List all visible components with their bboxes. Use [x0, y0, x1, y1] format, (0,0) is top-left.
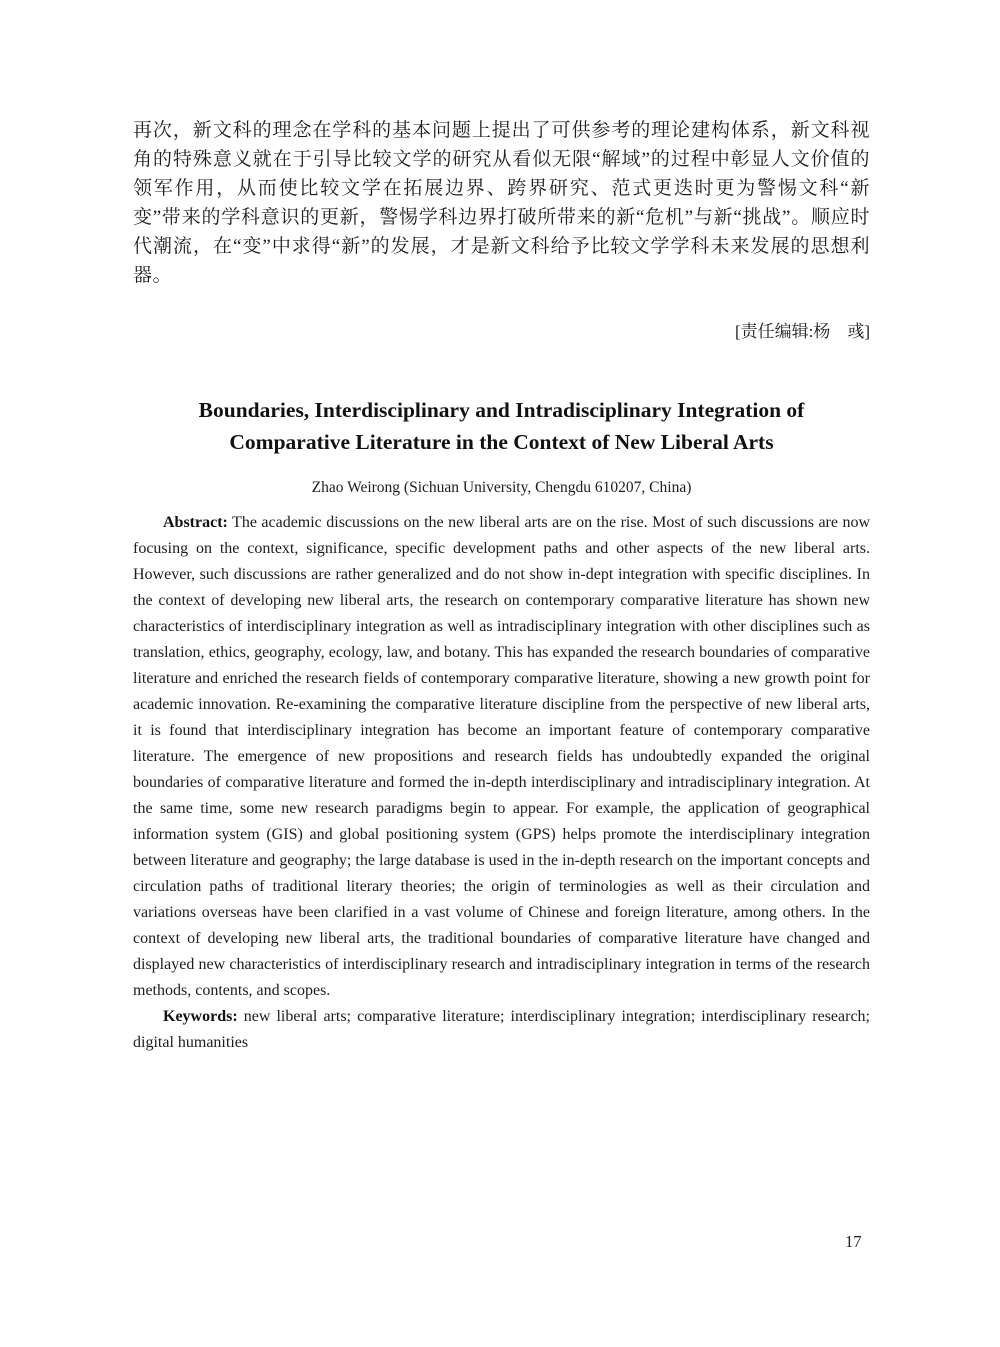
author-affiliation: Zhao Weirong (Sichuan University, Chengdu 610207, China) — [311, 479, 692, 496]
page-content — [133, 116, 870, 1056]
article-title — [133, 394, 870, 458]
article-title-line-2: Comparative Literature in the Context of New Liberal Arts — [229, 430, 774, 454]
page-number: 17 — [845, 1232, 862, 1251]
abstract-label: Abstract: — [163, 514, 228, 531]
chinese-paragraph: 再次，新文科的理念在学科的基本问题上提出了可供参考的理论建构体系，新文科视角的特殊意义就在于引导比较文学的研究从看似无限“解域”的过程中彰显人文价值的领军作用，从而使比较文学在拓展边界、跨界研究、范式更迭时更为警惕文科“新变”带来的学科意识的更新，警惕学科边界打破所带来的新“危机”与新“挑战”。顺应时代潮流，在“变”中求得“新”的发展，才是新文科给予比较文学学科未来发展的思想利器。 — [133, 120, 870, 286]
keywords-paragraph — [133, 1004, 870, 1056]
keywords-label: Keywords: — [163, 1008, 238, 1025]
keywords-text: new liberal arts; comparative literature; interdisciplinary integration; interdisciplinary research; digital humanities — [133, 1008, 870, 1051]
abstract-paragraph — [133, 510, 870, 1004]
editor-note: [责任编辑:杨 彧] — [734, 322, 870, 341]
abstract-text: The academic discussions on the new liberal arts are on the rise. Most of such discussions are now focusing on the context, significance, specific development paths and other aspects of the new liberal arts. However, such discussions are rather generalized and do not show in-dept integration with specific disciplines. In the context of developing new liberal arts, the research on contemporary comparative literature has shown new characteristics of interdisciplinary integration as well as intradisciplinary integration with other disciplines such as translation, ethics, geography, ecology, law, and botany. This has expanded the research boundaries of comparative literature and enriched the research fields of contemporary comparative literature, showing a new growth point for academic innovation. Re-examining the comparative literature discipline from the perspective of new liberal arts, it is found that interdisciplinary integration has become an important feature of contemporary comparative literature. The emergence of new propositions and research fields has undoubtedly expanded the original boundaries of comparative literature and formed the in-depth interdisciplinary and intradisciplinary integration. At the same time, some new research paradigms begin to appear. For example, the application of geographical information system (GIS) and global positioning system (GPS) helps promote the interdisciplinary integration between literature and geography; the large database is used in the in-depth research on the important concepts and circulation paths of traditional literary theories; the origin of terminologies as well as their circulation and variations overseas have been clarified in a vast volume of Chinese and foreign literature, among others. In the context of developing new liberal arts, the traditional boundaries of comparative literature have changed and displayed new characteristics of interdisciplinary research and intradisciplinary integration in terms of the research methods, contents, and scopes. — [133, 514, 870, 999]
article-title-line-1: Boundaries, Interdisciplinary and Intradisciplinary Integration of — [198, 398, 805, 422]
